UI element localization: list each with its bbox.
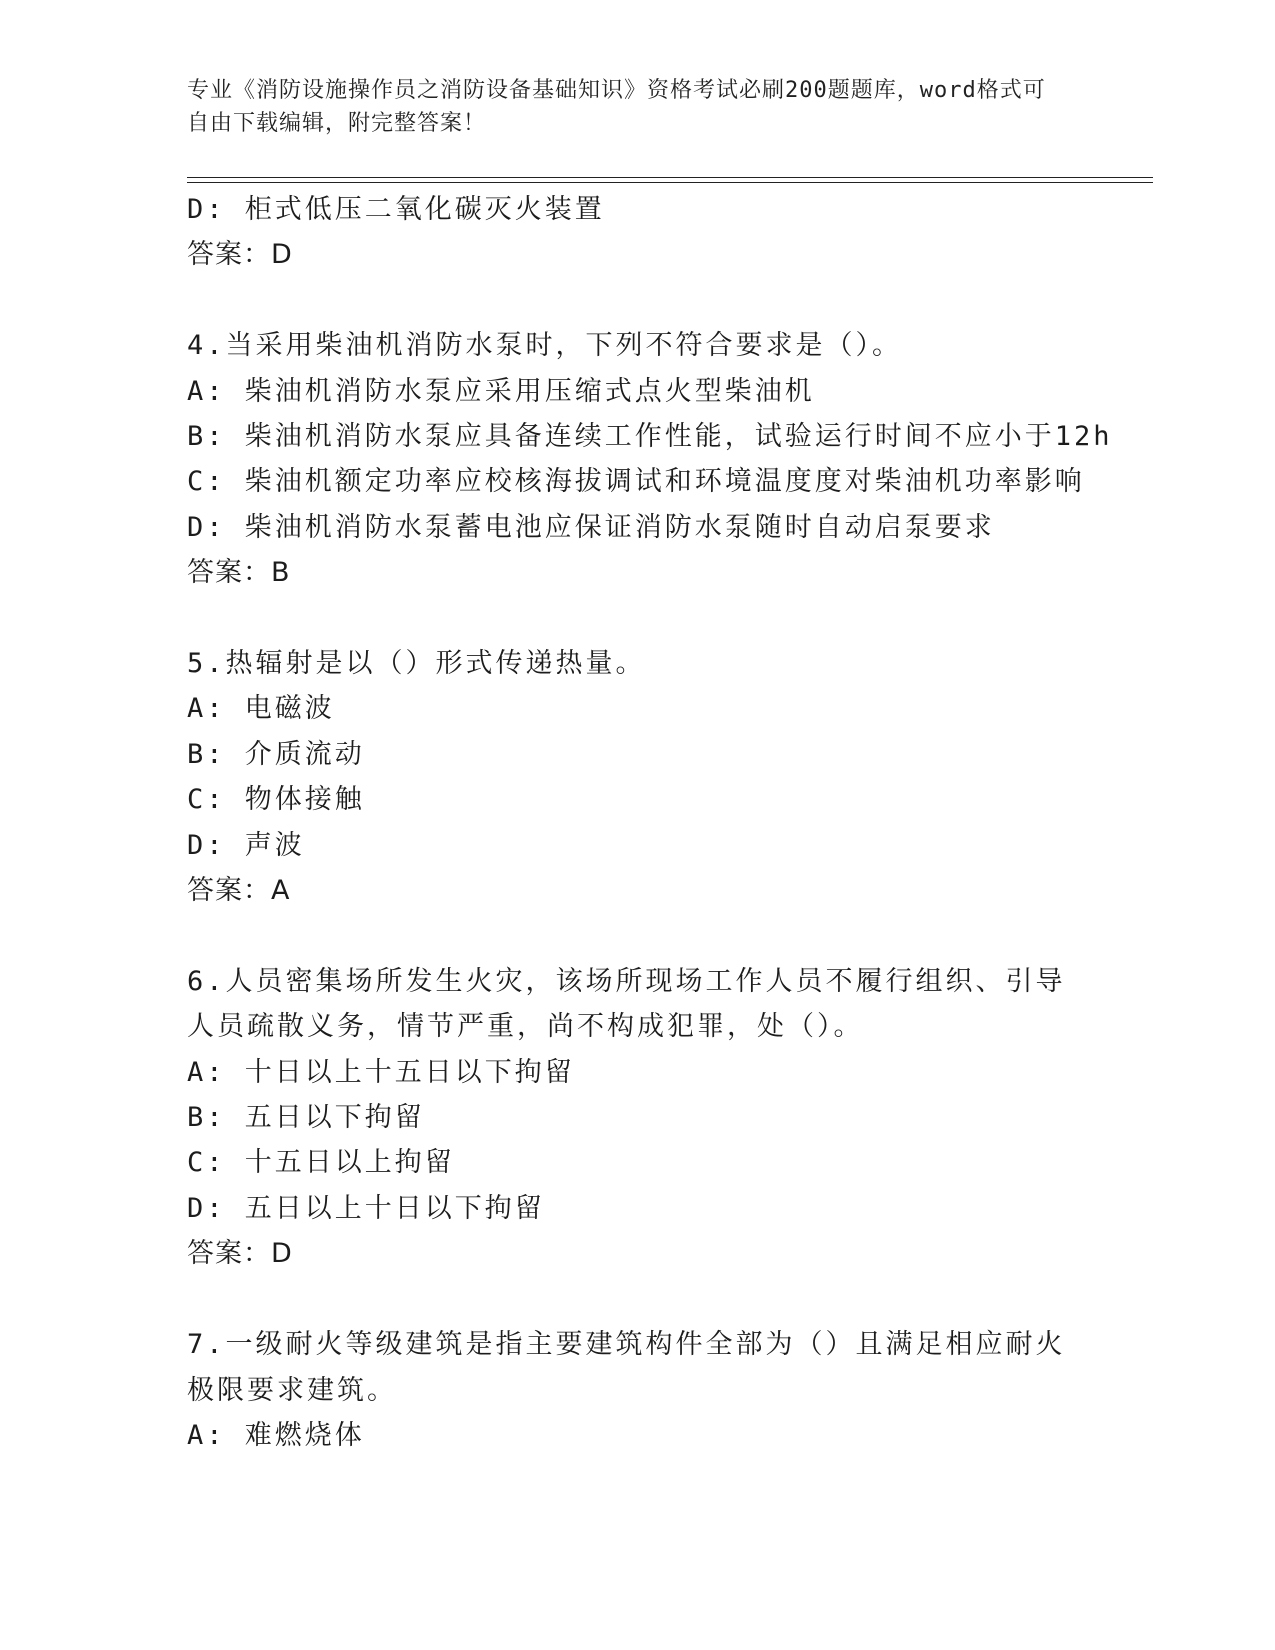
question-list: [187, 187, 1113, 1458]
option-a: A: 难燃烧体: [187, 1419, 365, 1451]
option-b: B: 柴油机消防水泵应具备连续工作性能，试验运行时间不应小于12h: [187, 421, 1113, 453]
spacer: [187, 596, 1087, 641]
spacer: [187, 913, 1087, 958]
option-d: D: 柴油机消防水泵蓄电池应保证消防水泵随时自动启泵要求: [187, 511, 995, 543]
spacer: [187, 278, 1087, 323]
header-rule-top: [187, 177, 1153, 178]
option-d: D: 五日以上十日以下拘留: [187, 1192, 545, 1224]
option-c: C: 物体接触: [187, 784, 365, 816]
spacer: [187, 1277, 1087, 1322]
answer-line: 答案：D: [187, 1238, 293, 1270]
option-a: A: 柴油机消防水泵应采用压缩式点火型柴油机: [187, 375, 815, 407]
option-a: A: 电磁波: [187, 693, 335, 725]
question-block: [187, 323, 1113, 595]
answer-line: 答案：A: [187, 875, 291, 907]
header-rule-bottom: [187, 182, 1153, 183]
question-block: [187, 959, 1087, 1277]
document-header: 专业《消防设施操作员之消防设备基础知识》资格考试必刷200题题库，word格式可自由下载编辑，附完整答案！: [187, 78, 1046, 136]
option-c: C: 十五日以上拘留: [187, 1147, 455, 1179]
option-d: D: 声波: [187, 829, 305, 861]
option-c: C: 柴油机额定功率应校核海拔调试和环境温度度对柴油机功率影响: [187, 466, 1085, 498]
question-text: 5.热辐射是以（）形式传递热量。: [187, 648, 646, 680]
question-text: 6.人员密集场所发生火灾，该场所现场工作人员不履行组织、引导人员疏散义务，情节严重，尚不构成犯罪，处（）。: [187, 965, 1066, 1043]
question-text: 4.当采用柴油机消防水泵时，下列不符合要求是（）。: [187, 330, 903, 362]
answer-line: 答案：B: [187, 557, 291, 589]
question-block: [187, 1322, 1087, 1458]
option-b: B: 五日以下拘留: [187, 1102, 425, 1134]
question-text: 7.一级耐火等级建筑是指主要建筑构件全部为（）且满足相应耐火极限要求建筑。: [187, 1329, 1066, 1406]
question-block: [187, 187, 1087, 278]
option-d: D: 柜式低压二氧化碳灭火装置: [187, 194, 605, 225]
option-a: A: 十日以上十五日以下拘留: [187, 1056, 575, 1088]
answer-line: 答案：D: [187, 239, 293, 271]
option-b: B: 介质流动: [187, 738, 365, 770]
question-block: [187, 641, 1087, 913]
